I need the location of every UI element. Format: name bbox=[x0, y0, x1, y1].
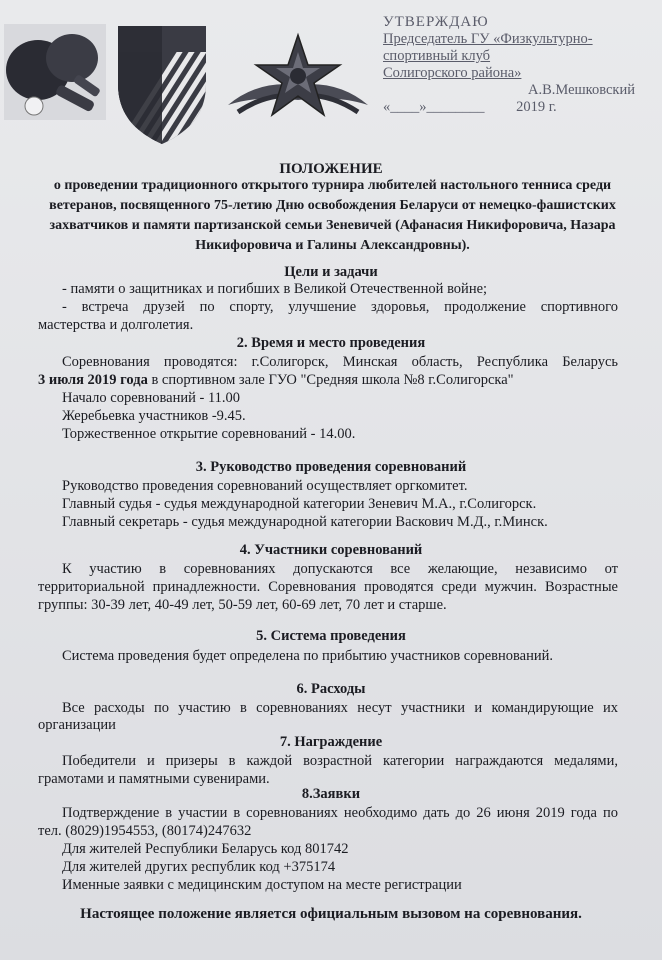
approval-date-year: 2019 г. bbox=[516, 99, 557, 115]
approval-title: УТВЕРЖДАЮ bbox=[383, 14, 489, 30]
expenses-line-1: Все расходы по участию в соревнованиях несут участники и командирующие их bbox=[62, 700, 618, 716]
section-time-place-heading: 2. Время и место проведения bbox=[236, 335, 426, 351]
approval-line-1: Председатель ГУ «Физкультурно- bbox=[383, 31, 593, 47]
applications-code-belarus: Для жителей Республики Беларусь код 801742 bbox=[62, 841, 349, 857]
official-invitation-note: Настоящее положение является официальным вызовом на соревнования. bbox=[80, 906, 582, 922]
sports-club-shield-icon bbox=[112, 22, 212, 147]
applications-code-other: Для жителей других республик код +375174 bbox=[62, 859, 336, 875]
document-title: ПОЛОЖЕНИЕ bbox=[279, 161, 383, 177]
time-place-line-2 bbox=[38, 371, 514, 390]
section-participants-heading: 4. Участники соревнований bbox=[239, 542, 423, 558]
section-goals-heading: Цели и задачи bbox=[284, 264, 378, 280]
goals-item-2a: - встреча друзей по спорту, улучшение здоровья, продолжение спортивного bbox=[62, 299, 618, 315]
table-tennis-logo-icon bbox=[0, 18, 110, 128]
start-time: Начало соревнований - 11.00 bbox=[62, 390, 241, 406]
goals-item-1: - памяти о защитниках и погибших в Великой Отечественной войне; bbox=[62, 281, 488, 297]
victory-star-emblem-icon bbox=[218, 30, 378, 130]
approval-date bbox=[383, 99, 653, 116]
approval-signature: А.В.Мешковский bbox=[527, 82, 635, 98]
goals-item-2b: мастерства и долголетия. bbox=[38, 317, 194, 333]
section-system-heading: 5. Система проведения bbox=[256, 628, 406, 644]
section-awards-heading: 7. Награждение bbox=[279, 734, 383, 750]
applications-line-1: Подтверждение в участии в соревнованиях необходимо дать до 26 июня 2019 года по bbox=[62, 805, 618, 821]
awards-line-1: Победители и призеры в каждой возрастной категории награждаются медалями, bbox=[62, 753, 618, 769]
section-applications-heading: 8.Заявки bbox=[301, 786, 361, 802]
section-management-heading: 3. Руководство проведения соревнований bbox=[195, 459, 467, 475]
document-subtitle: о проведении традиционного открытого турнира любителей настольного тенниса среди ветеранов, посвященного 75-летию Дню освобождения Беларуси от немецко-фашистских захватчиков и памяти партизанской семьи Зеневичей (Афанасия Никифоровича, Назара Никифоровича и Галины Александровны). bbox=[49, 178, 616, 253]
approval-line-2: спортивный клуб bbox=[383, 48, 491, 64]
applications-registration: Именные заявки с медицинским доступом на месте регистрации bbox=[62, 877, 462, 893]
approval-block bbox=[383, 14, 653, 116]
opening-time: Торжественное открытие соревнований - 14.00. bbox=[62, 426, 356, 442]
section-expenses-heading: 6. Расходы bbox=[296, 681, 366, 697]
management-line-2: Главный судья - судья международной категории Зеневич М.А., г.Солигорск. bbox=[62, 496, 537, 512]
system-line-1: Система проведения будет определена по прибытию участников соревнований. bbox=[62, 648, 554, 664]
expenses-line-2: организации bbox=[38, 717, 116, 733]
draw-time: Жеребьевка участников -9.45. bbox=[62, 408, 246, 424]
time-place-line-1: Соревнования проводятся: г.Солигорск, Минская область, Республика Беларусь bbox=[62, 354, 618, 370]
applications-phones: тел. (8029)1954553, (80174)247632 bbox=[38, 823, 252, 839]
approval-line-3: Солигорского района» bbox=[383, 65, 522, 81]
participants-line-2: территориальной принадлежности. Соревнования проводятся среди мужчин. Возрастные bbox=[38, 579, 618, 595]
participants-line-1: К участию в соревнованиях допускаются все желающие, независимо от bbox=[62, 561, 618, 577]
venue: в спортивном зале ГУО "Средняя школа №8 г.Солигорска" bbox=[147, 372, 514, 388]
management-line-1: Руководство проведения соревнований осуществляет оргкомитет. bbox=[62, 478, 468, 494]
approval-date-prefix: «____»________ bbox=[383, 99, 485, 115]
management-line-3: Главный секретарь - судья международной категории Васкович М.Д., г.Минск. bbox=[62, 514, 548, 530]
awards-line-2: грамотами и памятными сувенирами. bbox=[38, 771, 270, 787]
event-date: 3 июля 2019 года bbox=[38, 372, 148, 388]
participants-line-3: группы: 30-39 лет, 40-49 лет, 50-59 лет, 60-69 лет, 70 лет и старше. bbox=[38, 597, 447, 613]
